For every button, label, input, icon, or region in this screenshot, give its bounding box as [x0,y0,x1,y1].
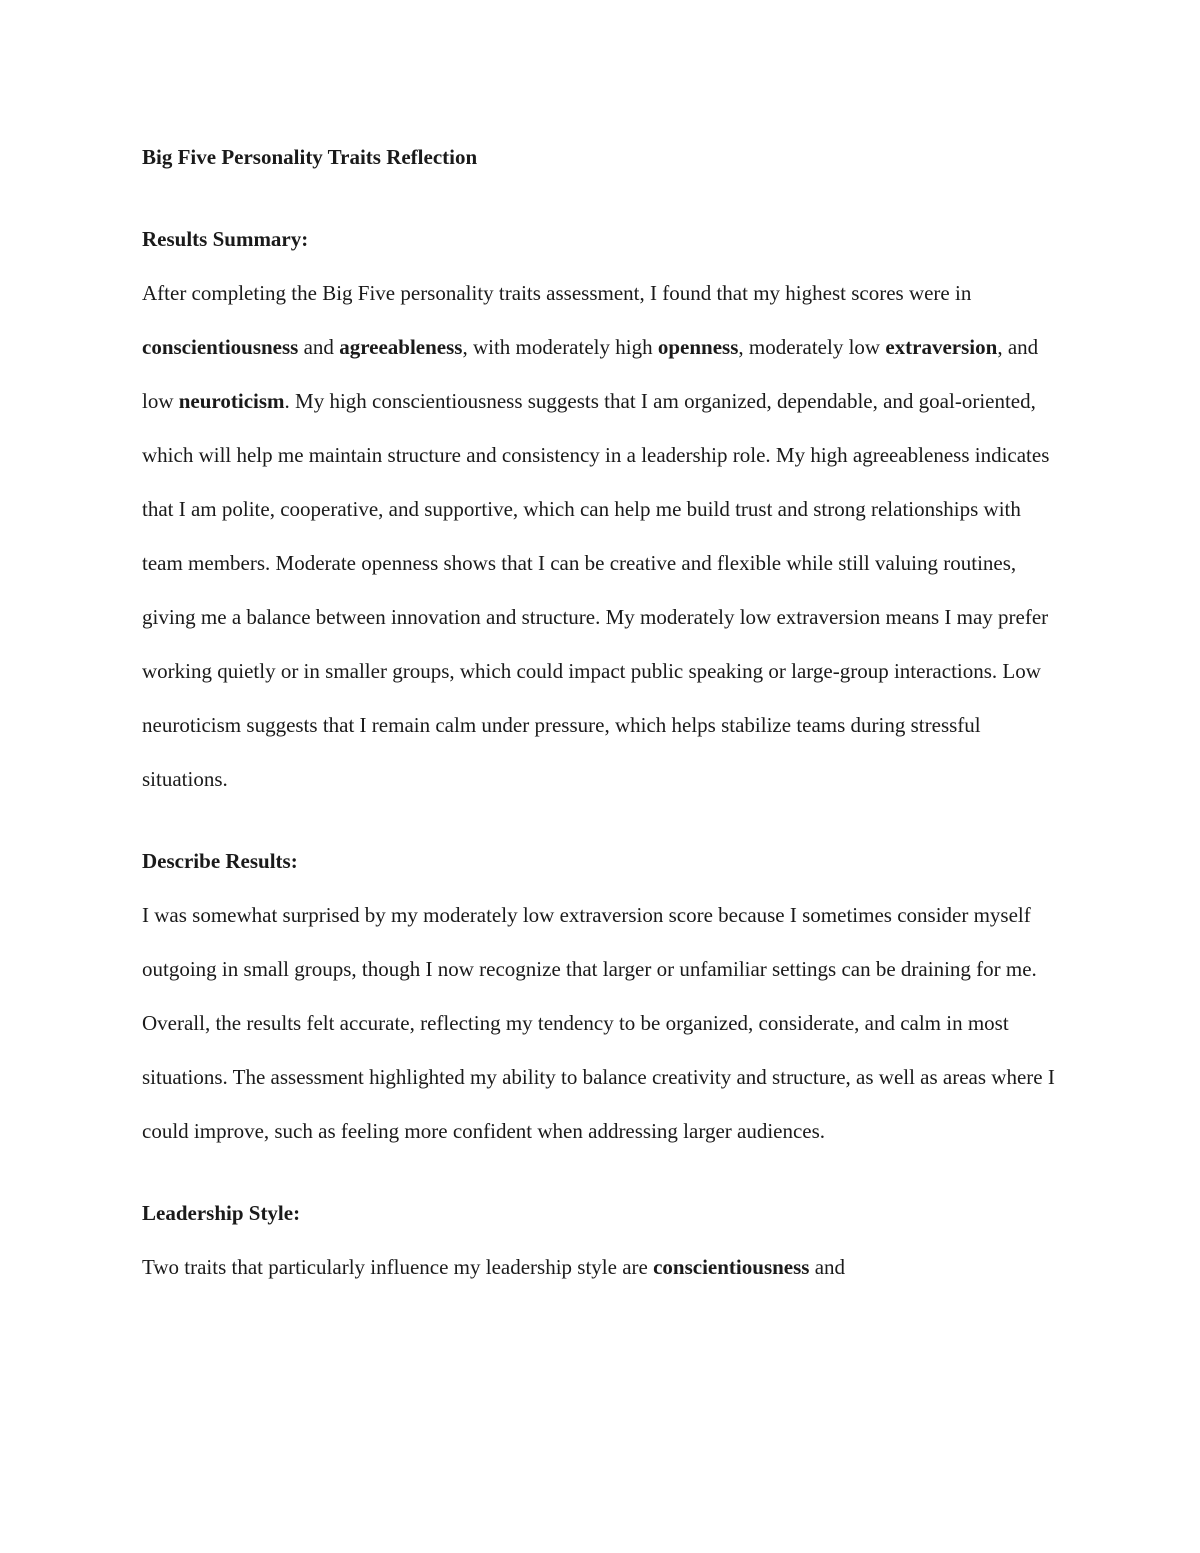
bold-term: agreeableness [339,335,463,359]
section-heading: Results Summary: [142,227,309,251]
section-paragraph [142,1240,1062,1294]
section-paragraph [142,266,1062,806]
bold-term: extraversion [885,335,998,359]
text-run: and [298,335,340,359]
section-results-summary [142,212,1062,806]
section-paragraph [142,888,1062,1158]
text-run: , and low [142,335,1039,413]
document-body [142,130,1062,1322]
text-run: After completing the Big Five personality traits assessment, I found that my highest scores were in [142,281,972,305]
text-run: . My high conscientiousness suggests that I am organized, dependable, and goal-oriented, which will help me maintain structure and consistency in a leadership role. My high agreeableness indicates that I am polite, cooperative, and supportive, which can help me build trust and strong relationships with team members. Moderate openness shows that I can be creative and flexible while still valuing routines, giving me a balance between innovation and structure. My moderately low extraversion means I may prefer working quietly or in smaller groups, which could impact public speaking or large-group interactions. Low neuroticism suggests that I remain calm under pressure, which helps stabilize teams during stressful situations. [142,389,1050,791]
text-run: Two traits that particularly influence my leadership style are [142,1255,654,1279]
section-describe-results [142,834,1062,1158]
text-run: I was somewhat surprised by my moderately low extraversion score because I sometimes consider myself outgoing in small groups, though I now recognize that larger or unfamiliar settings can be draining for me. Overall, the results felt accurate, reflecting my tendency to be organized, considerate, and calm in most situations. The assessment highlighted my ability to balance creativity and structure, as well as areas where I could improve, such as feeling more confident when addressing larger audiences. [142,903,1055,1143]
section-heading: Leadership Style: [142,1201,301,1225]
bold-term: conscientiousness [653,1255,810,1279]
text-run: , moderately low [738,335,886,359]
section-leadership-style [142,1186,1062,1294]
document-title: Big Five Personality Traits Reflection [142,145,478,169]
text-run: , with moderately high [462,335,658,359]
bold-term: neuroticism [178,389,285,413]
bold-term: conscientiousness [142,335,299,359]
bold-term: openness [657,335,739,359]
section-heading: Describe Results: [142,849,298,873]
text-run: and [809,1255,846,1279]
